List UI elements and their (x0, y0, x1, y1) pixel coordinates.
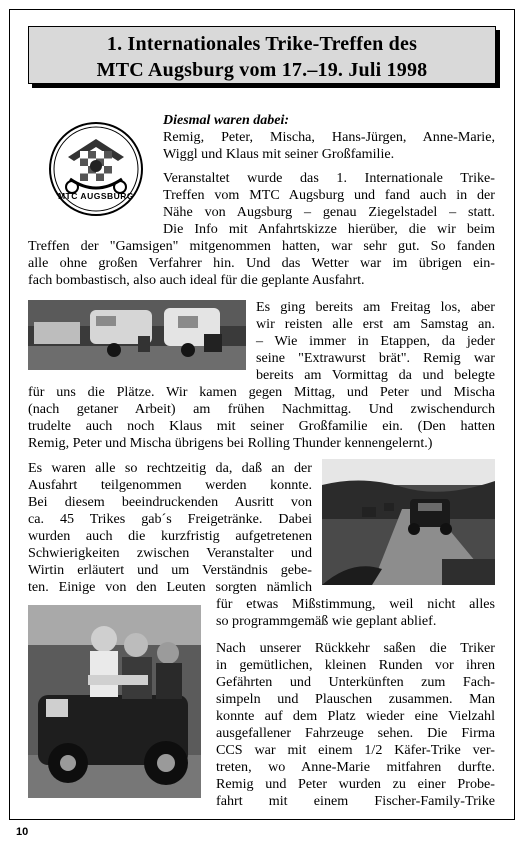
para-4-line-6: ausgefallener Fahrzeuge sehen. Die Firma (216, 725, 495, 741)
para-3-line-9: für etwas Mißstimmung, weil nicht alles (216, 596, 495, 612)
para-1-line-5: Treffen der "Gamsigen" mitgenommen hatten, war sehr gut. So fanden (28, 238, 495, 254)
para-2-line-6: für uns die Plätze. Wir kamen gegen Mittag, und Peter und Mischa (28, 384, 495, 400)
ride-out-photo (322, 459, 495, 585)
trike-riders-photo (28, 605, 201, 798)
page-number: 10 (16, 826, 29, 838)
participants-line-2: Wiggl und Klaus mit seiner Großfamilie. (163, 146, 395, 162)
para-2-line-4: seine "Extrawurst brät". Remig war (256, 350, 495, 366)
para-4-line-7: CCS war mit einem 1/2 Käfer-Trike ver- (216, 742, 495, 758)
para-3-line-10: so programmgemäß wie geplant ablief. (216, 613, 437, 629)
title-line-1: 1. Internationales Trike-Treffen des (106, 33, 418, 55)
para-2-line-2: wir reisten alle erst am Samstag an. (256, 316, 495, 332)
para-2-line-1: Es ging bereits am Freitag los, aber (256, 299, 495, 315)
para-4-line-2: in gemütlichen, kleinen Runden vor ihren (216, 657, 495, 673)
club-logo (48, 121, 144, 217)
para-3-line-5: wurden auch die kurzfristig aufgetretenen (28, 528, 312, 544)
para-3-line-2: Ausfahrt teilgenommen werden konnte. (28, 477, 312, 493)
para-1-line-6: alle ohne großen Verfahrer hin. Und das Wetter war im übrigen ein- (28, 255, 495, 271)
para-4-line-9: Remig und Peter wurden zu einer Probe- (216, 776, 495, 792)
camp-site-photo (28, 300, 246, 370)
para-3-line-6: Schwierigkeiten zwischen Veranstalter und (28, 545, 312, 561)
para-4-line-8: treten, wo Anne-Marie mitfahren durfte. (216, 759, 495, 775)
para-3-line-1: Es waren alle so rechtzeitig da, daß an der (28, 460, 312, 476)
para-2-line-9: Remig, Peter und Mischa übrigens bei Rolling Thunder kennengelernt.) (28, 435, 433, 451)
para-1-line-4: Die Info mit Anfahrtskizze hierüber, die wir beim (163, 221, 495, 237)
para-4-line-5: konnte auf dem Platz wieder eine Vielzahl (216, 708, 495, 724)
para-1-line-7: fach bombastisch, also auch ideal für die geplante Ausfahrt. (28, 272, 365, 288)
para-3-line-8: ten. Einige von den Leuten sorgten nämlich (28, 579, 312, 595)
title-line-2: MTC Augsburg vom 17.–19. Juli 1998 (96, 59, 428, 81)
para-1-line-3: Nähe von Augsburg – genau Ziegelstadel – statt. (163, 204, 495, 220)
participants-line-1: Remig, Peter, Mischa, Hans-Jürgen, Anne-Marie, (163, 129, 495, 145)
para-4-line-3: Gefährten und Unterkünften zum Fach- (216, 674, 495, 690)
participants-heading: Diesmal waren dabei: (163, 113, 289, 128)
para-3-line-7: Wirtin erläutert und um Verständnis gebe- (28, 562, 312, 578)
para-4-line-4: simpeln und Plauschen zusammen. Man (216, 691, 495, 707)
para-1-line-2: Treffen vom MTC Augsburg und fand auch in der (163, 187, 495, 203)
para-4-line-10: fahrt mit einem Fischer-Family-Trike (216, 793, 495, 809)
article-title-box (28, 26, 496, 84)
logo-text: MTC AUGSBURG (57, 191, 135, 201)
para-3-line-3: Bei diesem beeindruckenden Ausritt von (28, 494, 312, 510)
para-2-line-5: bereits am Vormittag da und belegte (256, 367, 495, 383)
para-4-line-1: Nach unserer Rückkehr saßen die Triker (216, 640, 495, 656)
para-2-line-3: – Wie immer in Etappen, da jeder (256, 333, 495, 349)
para-2-line-8: trudelte auch noch Klaus mit seiner Großfamilie ein. (Den hatten (28, 418, 495, 434)
para-3-line-4: ca. 45 Trikes gab´s Freigetränke. Dabei (28, 511, 312, 527)
para-2-line-7: (nach getaner Arbeit) am frühen Nachmittag. Und zwischendurch (28, 401, 495, 417)
para-1-line-1: Veranstaltet wurde das 1. Internationale Trike- (163, 170, 495, 186)
